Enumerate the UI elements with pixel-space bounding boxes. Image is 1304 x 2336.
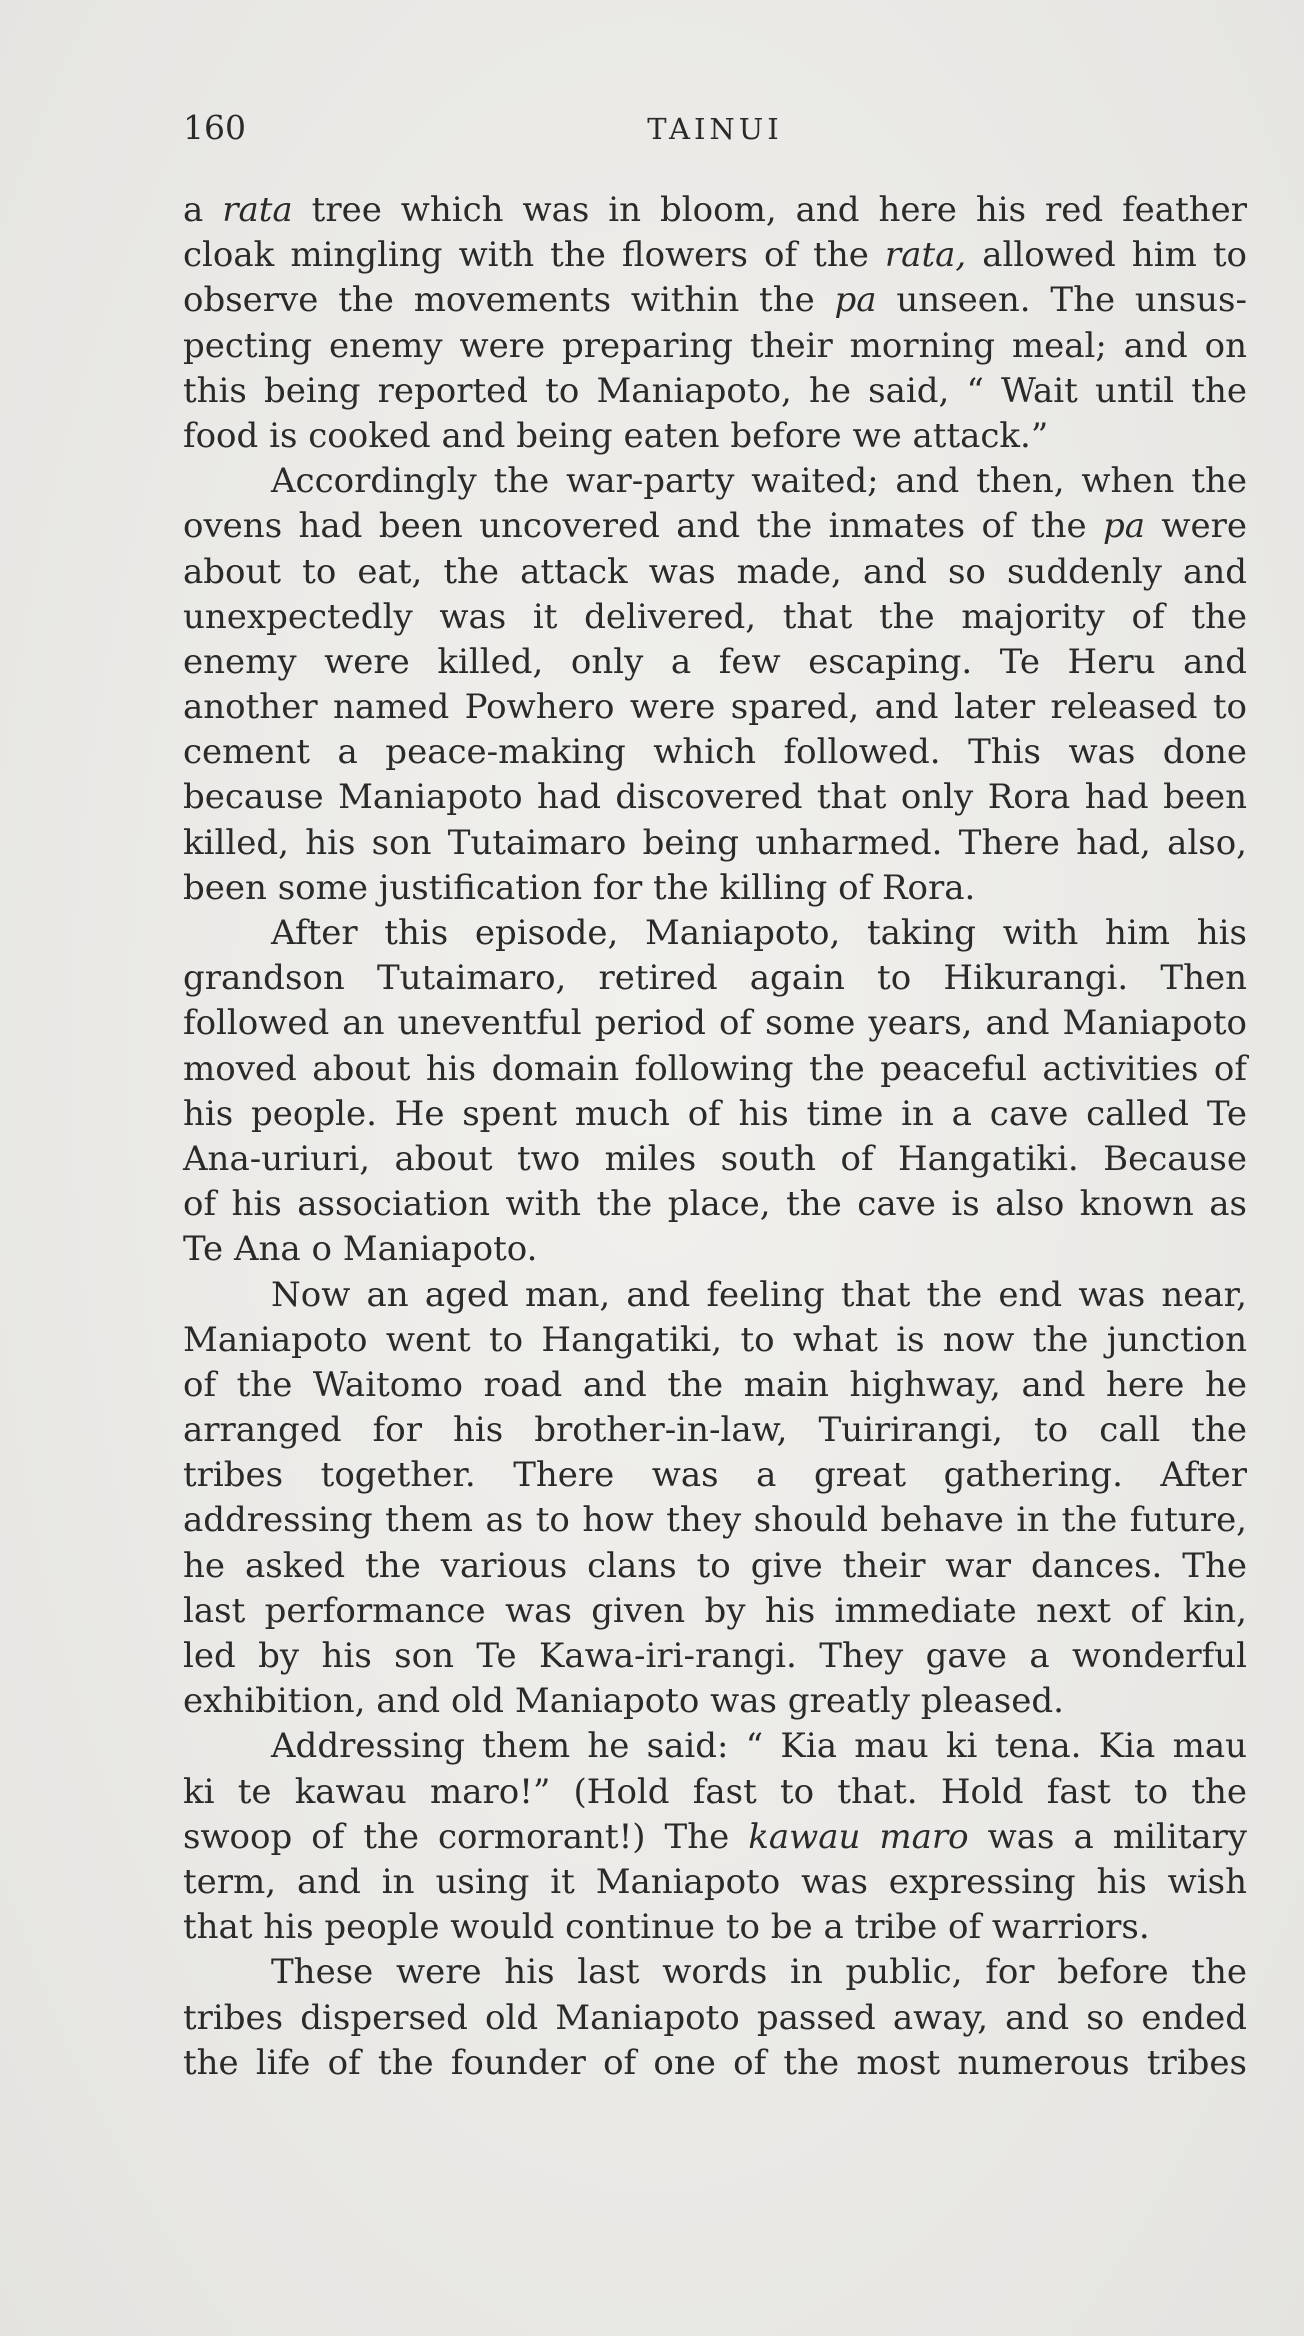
text-line: term, and in using it Maniapoto was expressing his wish [183,1861,1247,1902]
text-line: because Maniapoto had discovered that only Rora had been [183,777,1247,818]
text-line: cement a peace-making which followed. This was done [183,732,1247,773]
text-line: ovens had been uncovered and the inmates of the pa were [183,506,1248,547]
text-line: grandson Tutaimaro, retired again to Hikurangi. Then [183,958,1247,999]
text-line: enemy were killed, only a few escaping. Te Heru and [183,641,1247,682]
text-line: moved about his domain following the peaceful activities of [183,1048,1247,1089]
text-line: These were his last words in public, for before the [271,1952,1247,1993]
text-line: he asked the various clans to give their war dances. The [183,1545,1247,1586]
body-text [183,188,1247,2086]
text-line: about to eat, the attack was made, and so suddenly and [183,551,1247,592]
text-line: ki te kawau maro!” (Hold fast to that. Hold fast to the [183,1771,1247,1812]
text-line: followed an uneventful period of some years, and Maniapoto [183,1003,1247,1044]
italic-term: pa [834,280,877,321]
text-line: addressing them as to how they should behave in the future, [183,1500,1247,1541]
text-line: that his people would continue to be a tribe of warriors. [183,1907,1150,1948]
text-line: his people. He spent much of his time in a cave called Te [183,1093,1247,1134]
text-line: Maniapoto went to Hangatiki, to what is now the junction [183,1319,1247,1360]
text-line: After this episode, Maniapoto, taking with him his [271,913,1247,953]
text-line: led by his son Te Kawa-iri-rangi. They gave a wonderful [183,1636,1247,1676]
text-line: unexpectedly was it delivered, that the majority of the [183,596,1247,637]
text-line: observe the movements within the pa unseen. The unsus- [183,280,1247,321]
text-line: another named Powhero were spared, and later released to [183,687,1247,728]
text-line: tribes dispersed old Maniapoto passed away, and so ended [183,1997,1247,2038]
text-line: cloak mingling with the flowers of the rata, allowed him to [183,235,1248,276]
italic-term: pa [1102,506,1146,547]
text-line: of the Waitomo road and the main highway, and here he [183,1364,1247,1405]
italic-term: rata, [884,235,967,276]
text-line: Addressing them he said: “ Kia mau ki tena. Kia mau [271,1726,1247,1767]
running-title: TAINUI [647,112,783,146]
italic-term: rata [222,190,293,230]
italic-term: kawau maro [748,1816,969,1857]
text-line: exhibition, and old Maniapoto was greatly pleased. [183,1681,1064,1722]
page-number: 160 [183,108,246,147]
text-line: Ana-uriuri, about two miles south of Hangatiki. Because [183,1138,1247,1179]
text-line: swoop of the cormorant!) The kawau maro was a military [183,1816,1247,1857]
text-line: Te Ana o Maniapoto. [183,1229,538,1270]
text-line: tribes together. There was a great gathering. After [183,1455,1247,1496]
text-line: been some justification for the killing of Rora. [183,867,976,908]
running-head [183,108,1247,156]
text-line: a rata tree which was in bloom, and here his red feather [183,190,1247,230]
text-line: last performance was given by his immediate next of kin, [183,1590,1247,1631]
text-line: the life of the founder of one of the most numerous tribes [183,2042,1247,2083]
text-line: Now an aged man, and feeling that the end was near, [271,1274,1247,1315]
text-line: of his association with the place, the cave is also known as [183,1184,1247,1225]
text-line: killed, his son Tutaimaro being unharmed. There had, also, [183,822,1247,863]
text-line: this being reported to Maniapoto, he said, “ Wait until the [183,370,1247,411]
text-line: Accordingly the war-party waited; and then, when the [271,461,1247,502]
text-line: arranged for his brother-in-law, Tuirirangi, to call the [183,1410,1247,1451]
text-line: pecting enemy were preparing their morning meal; and on [183,325,1247,366]
text-line: food is cooked and being eaten before we attack.” [183,415,1049,456]
